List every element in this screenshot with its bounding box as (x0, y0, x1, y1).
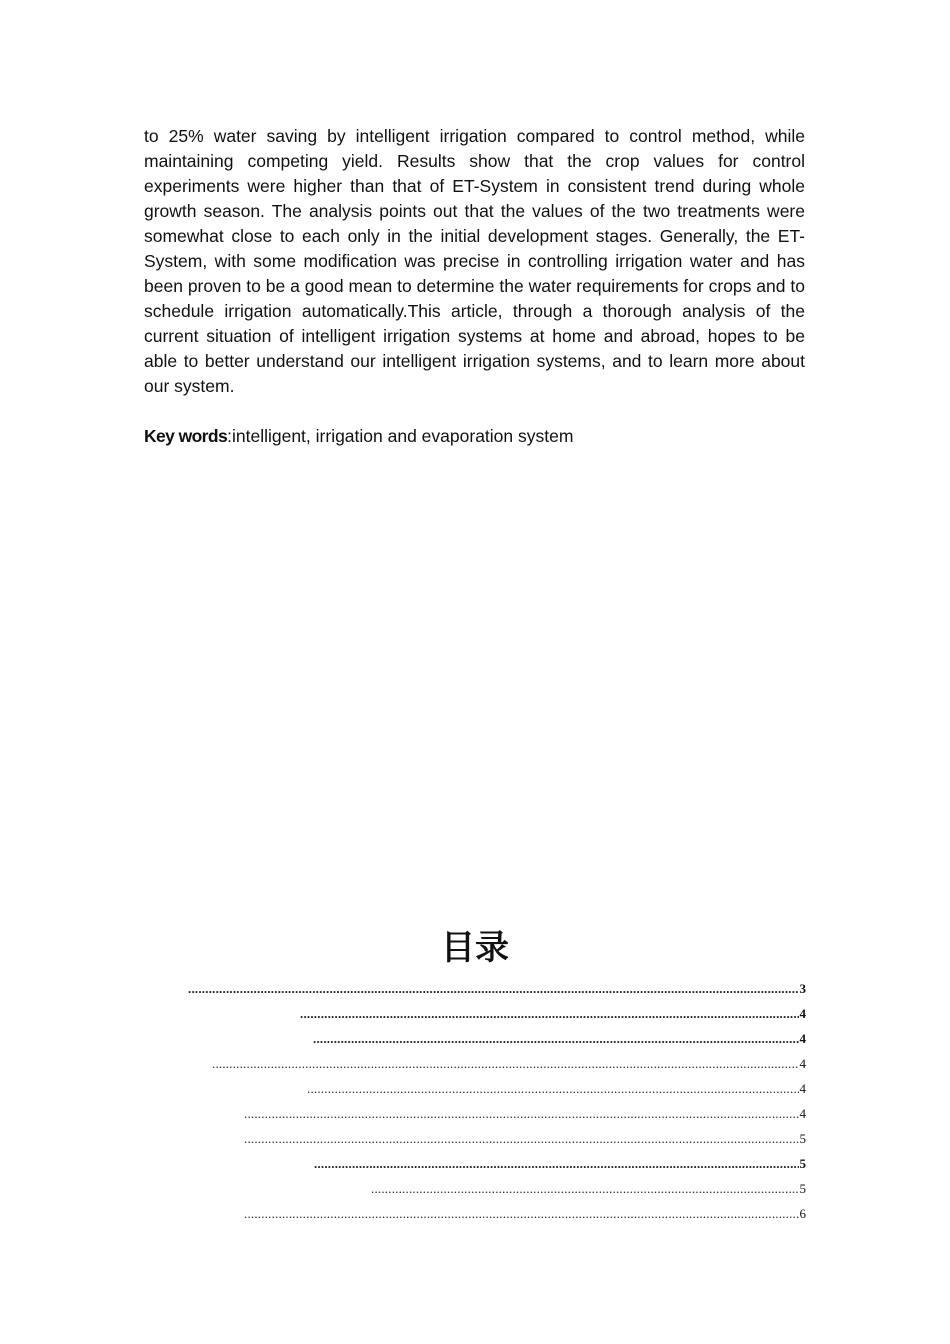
table-of-contents (0, 972, 950, 1222)
toc-leader-dots (244, 1206, 799, 1222)
toc-entry[interactable] (314, 1147, 806, 1172)
toc-page-number: 5 (799, 1156, 806, 1171)
abstract-body (144, 124, 805, 399)
toc-leader-dots (244, 1131, 799, 1147)
toc-entry[interactable] (212, 1047, 806, 1072)
toc-page-number: 5 (799, 1181, 806, 1196)
toc-title: 目录 (441, 928, 509, 968)
toc-page-number: 4 (799, 1106, 806, 1121)
toc-page-number: 6 (799, 1206, 806, 1221)
toc-entry[interactable] (307, 1072, 806, 1097)
toc-entry[interactable] (188, 972, 806, 997)
toc-page-number: 4 (799, 1031, 806, 1046)
toc-entry[interactable] (244, 1122, 806, 1147)
toc-entry[interactable] (244, 1097, 806, 1122)
toc-leader-dots (244, 1106, 799, 1122)
toc-page-number: 4 (799, 1081, 806, 1096)
toc-entry[interactable] (244, 1197, 806, 1222)
toc-leader-dots (313, 1031, 799, 1047)
keywords-label: Key words (144, 426, 228, 446)
keywords-separator: : (227, 426, 232, 446)
toc-leader-dots (314, 1156, 799, 1172)
keywords-value: intelligent, irrigation and evaporation system (231, 426, 574, 446)
toc-page-number: 3 (799, 981, 806, 996)
toc-leader-dots (188, 981, 799, 997)
toc-entry[interactable] (300, 997, 806, 1022)
toc-leader-dots (307, 1081, 799, 1097)
toc-entry[interactable] (371, 1172, 806, 1197)
abstract-paragraph: to 25% water saving by intelligent irrigation compared to control method, while maintaining competing yield. Results show that the crop values for control experiments were higher than that of ET-System in consistent trend during whole growth season. The analysis points out that the values of the two treatments were somewhat close to each only in the initial development stages. Generally, the ET-System, with some modification was precise in controlling irrigation water and has been proven to be a good mean to determine the water requirements for crops and to schedule irrigation automatically.This article, through a thorough analysis of the current situation of intelligent irrigation systems at home and abroad, hopes to be able to better understand our intelligent irrigation systems, and to learn more about our system. (144, 126, 805, 396)
toc-page-number: 4 (799, 1006, 806, 1021)
toc-leader-dots (371, 1181, 799, 1197)
toc-leader-dots (212, 1056, 799, 1072)
toc-page-number: 4 (799, 1056, 806, 1071)
toc-page-number: 5 (799, 1131, 806, 1146)
toc-entry[interactable] (313, 1022, 806, 1047)
toc-leader-dots (300, 1006, 799, 1022)
keywords-line (144, 424, 805, 449)
